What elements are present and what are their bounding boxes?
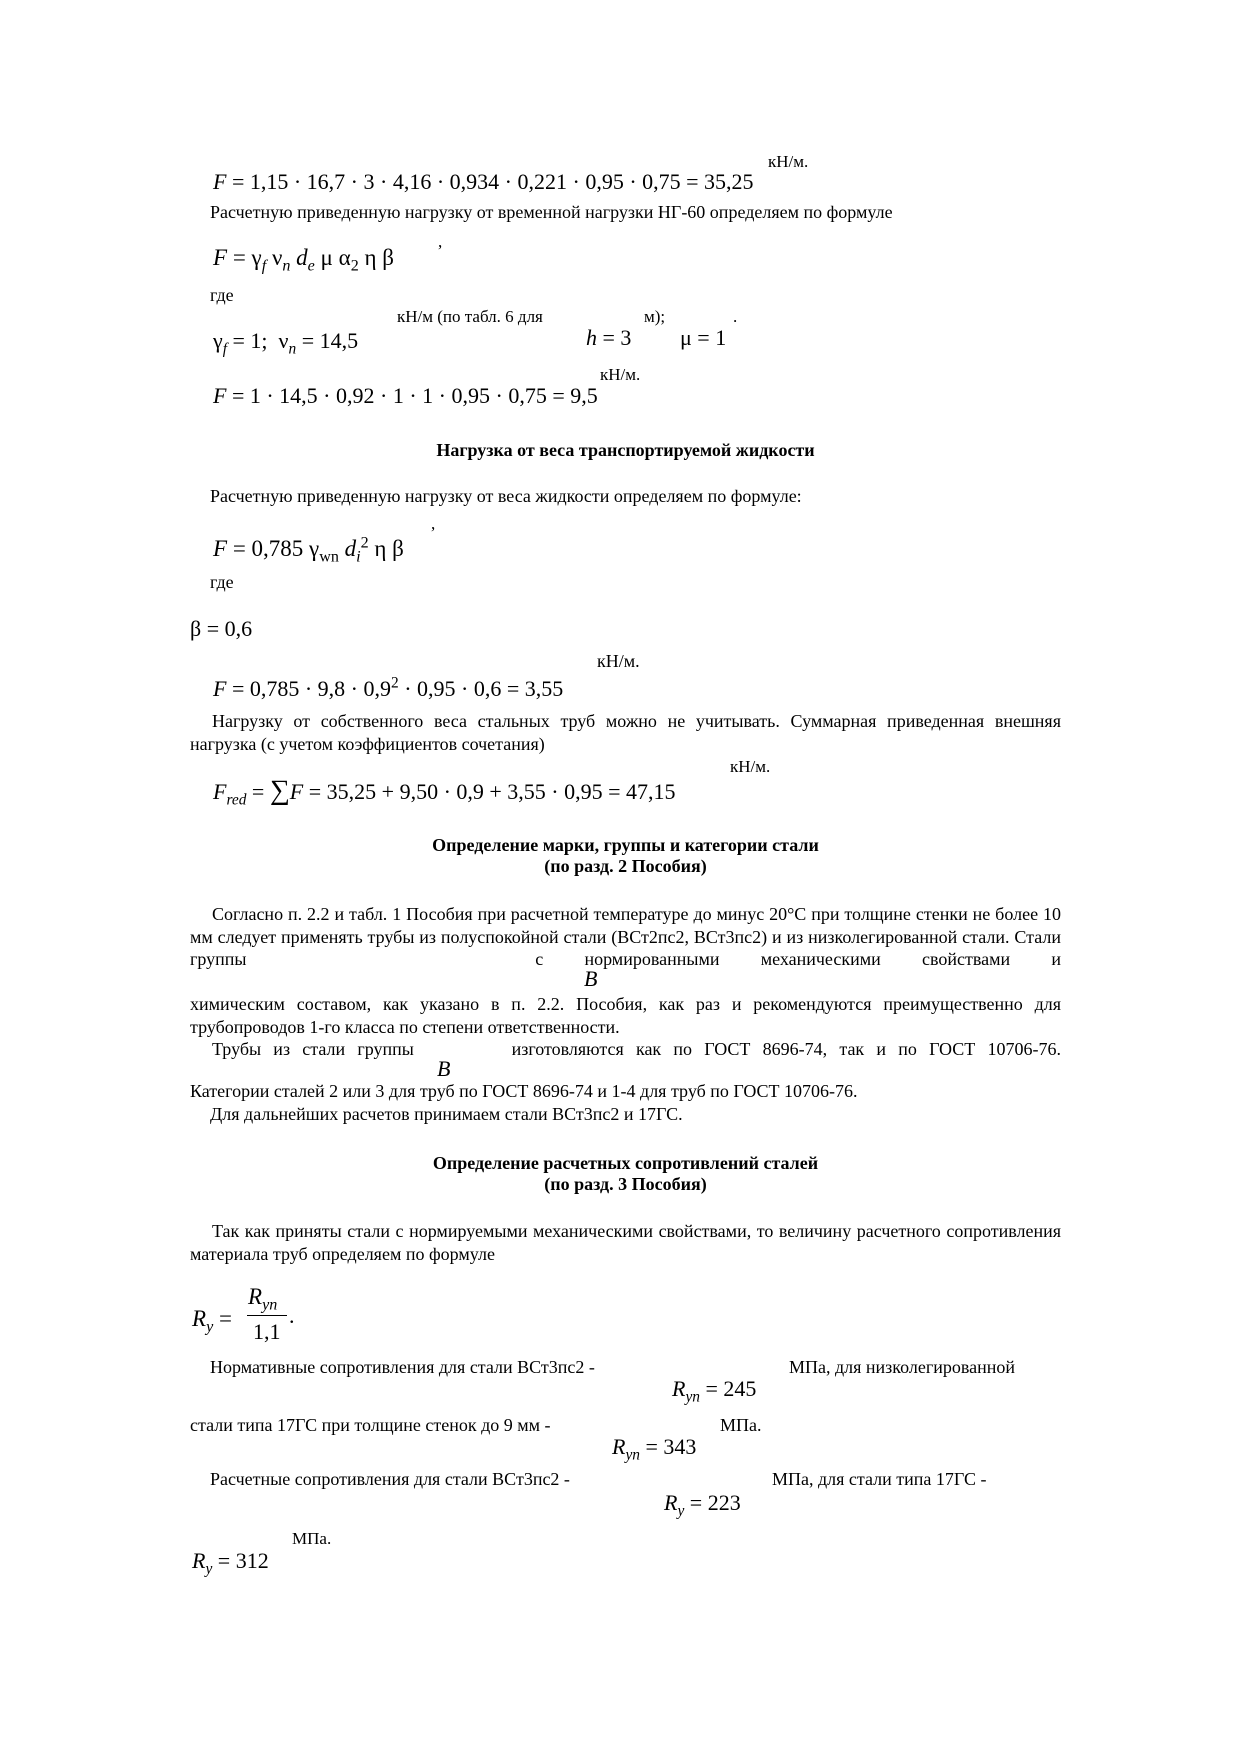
label-gde-2: где: [210, 572, 234, 592]
para-calc-a: Расчетные сопротивления для стали ВСт3пс2 -: [210, 1469, 570, 1489]
ryn-245: $R_{yn} = 245$: [672, 1376, 757, 1406]
para-steel-c: химическим составом, как указано в п. 2.2. Пособия, как раз и рекомендуются преимущественно для трубопроводов 1-го класса по степени ответственности.: [190, 994, 1061, 1037]
f3-unit: кН/м.: [597, 651, 640, 671]
m-close: м);: [644, 307, 666, 326]
ryn-245-val: = 245: [705, 1376, 757, 1401]
formula-f1: F = 1,15 · 16,7 · 3 · 4,16 · 0,934 · 0,221 · 0,95 · 0,75 = 35,25: [213, 169, 754, 194]
heading-steel: [190, 835, 1061, 877]
heading-resist: [190, 1153, 1061, 1195]
para-resist: Так как приняты стали с нормируемыми механическими свойствами, то величину расчетного сопротивления материала труб определяем по формуле: [190, 1221, 1061, 1264]
beta-value: β = 0,6: [190, 616, 253, 641]
formula-ry-den: 1,1: [253, 1319, 281, 1344]
para-norm-d: МПа.: [720, 1415, 762, 1435]
formula-h: h = 3: [586, 325, 632, 350]
para-norm-c: стали типа 17ГС при толщине стенок до 9 мм -: [190, 1415, 551, 1435]
para-steel-a: [190, 903, 1061, 971]
formula-ry-dot: .: [289, 1303, 295, 1328]
para-steel-a-text: Согласно п. 2.2 и табл. 1 Пособия при расчетной температуре до минус 20°С при толщине стенки не более 10 мм следует применять трубы из полуспокойной стали (ВСт2пс2, ВСт3пс2) и из низколегированной стали. Стали группы: [190, 904, 1061, 969]
ry-223: $R_y = 223$: [664, 1490, 741, 1520]
f2-expr: = 1 · 14,5 · 0,92 · 1 · 1 · 0,95 · 0,75 = 9,5: [231, 383, 598, 408]
label-gde-1: где: [210, 285, 234, 305]
para-calc-b: МПа, для стали типа 17ГС -: [772, 1469, 987, 1489]
formula-ry-num: $R_{yn}$: [248, 1284, 278, 1314]
formula-f4: $F_{red} = \sum F = 35,25 + 9,50 \cdot 0,9 + 3,55 \cdot 0,95 = 47,15$: [213, 775, 676, 809]
group-b-1: B: [584, 966, 598, 991]
para-tubes-a-text: Трубы из стали группы: [212, 1039, 414, 1059]
heading-resist-line1: Определение расчетных сопротивлений сталей: [432, 1153, 819, 1173]
formula-mu: μ = 1: [680, 325, 727, 350]
para-steel-b-text: с нормированными механическими свойствами и: [535, 949, 1061, 969]
para-sum: Нагрузку от собственного веса стальных труб можно не учитывать. Суммарная приведенная внешняя нагрузка (с учетом коэффициентов сочетания): [190, 711, 1061, 754]
formula-f-liquid: F = 0,785 $\gamma_{wn}$ $d_i^2$ η β: [213, 534, 404, 566]
group-b-2: B: [437, 1056, 451, 1081]
fraction-bar: [247, 1315, 287, 1316]
ry2-unit: МПа.: [292, 1529, 332, 1548]
ryn-343: $R_{yn} = 343$: [612, 1434, 697, 1464]
ry-223-val: = 223: [689, 1490, 741, 1515]
formula-f2: F = 1 · 14,5 · 0,92 · 1 · 1 · 0,95 · 0,75 = 9,5: [213, 383, 598, 408]
f3-expr: = 0,785 · 9,8 · 0,9: [231, 676, 392, 701]
para-liquid: Расчетную приведенную нагрузку от веса жидкости определяем по формуле:: [210, 486, 802, 506]
para-norm-b: МПа, для низколегированной: [789, 1357, 1016, 1377]
ry-312: $R_y = 312$: [192, 1548, 269, 1578]
para-norm-a: Нормативные сопротивления для стали ВСт3пс2 -: [210, 1357, 595, 1377]
para-ng60: Расчетную приведенную нагрузку от временной нагрузки НГ-60 определяем по формуле: [210, 202, 893, 222]
heading-liquid: Нагрузка от веса транспортируемой жидкости: [436, 440, 815, 460]
kn-tabl: кН/м (по табл. 6 для: [397, 307, 543, 326]
f4-unit: кН/м.: [730, 757, 771, 776]
comma-1: ,: [438, 232, 443, 251]
dot-1: .: [733, 307, 738, 326]
ry-312-val: = 312: [217, 1548, 269, 1573]
formula-f-ng60: $F = \gamma_f$ $\nu_n$ $d_e$ μ $\alpha_2$ η β: [213, 245, 394, 275]
para-tubes-c: Категории сталей 2 или 3 для труб по ГОСТ 8696-74 и 1-4 для труб по ГОСТ 10706-76.: [190, 1081, 858, 1101]
para-tubes-b-text: изготовляются как по ГОСТ 8696-74, так и по ГОСТ 10706-76.: [511, 1039, 1061, 1059]
f4-expr: = 35,25 + 9,50 · 0,9 + 3,55 · 0,95 = 47,15: [308, 779, 676, 804]
f1-expr: = 1,15 · 16,7 · 3 · 4,16 · 0,934 · 0,221 · 0,95 · 0,75 = 35,25: [231, 169, 754, 194]
heading-steel-line1: Определение марки, группы и категории стали: [432, 835, 819, 855]
f1-unit: кН/м.: [768, 152, 809, 171]
f3-tail: · 0,95 · 0,6 = 3,55: [404, 676, 564, 701]
formula-f3: $F = 0,785 \cdot 9,8 \cdot 0,9^2 \cdot 0,95 \cdot 0,6 = 3,55$: [213, 674, 564, 701]
f2-unit: кН/м.: [600, 365, 641, 384]
heading-resist-line2: (по разд. 3 Пособия): [544, 1174, 707, 1194]
comma-2: ,: [431, 514, 436, 533]
para-tubes-a: [190, 1038, 1061, 1061]
formula-ry-lhs: $R_y$ =: [192, 1306, 232, 1336]
para-accept: Для дальнейших расчетов принимаем стали ВСт3пс2 и 17ГС.: [210, 1104, 683, 1124]
formula-coeffs: $\gamma_f = 1$; $\nu_n = 14,5$: [213, 328, 359, 358]
heading-steel-line2: (по разд. 2 Пособия): [544, 856, 707, 876]
ryn-343-val: = 343: [645, 1434, 697, 1459]
